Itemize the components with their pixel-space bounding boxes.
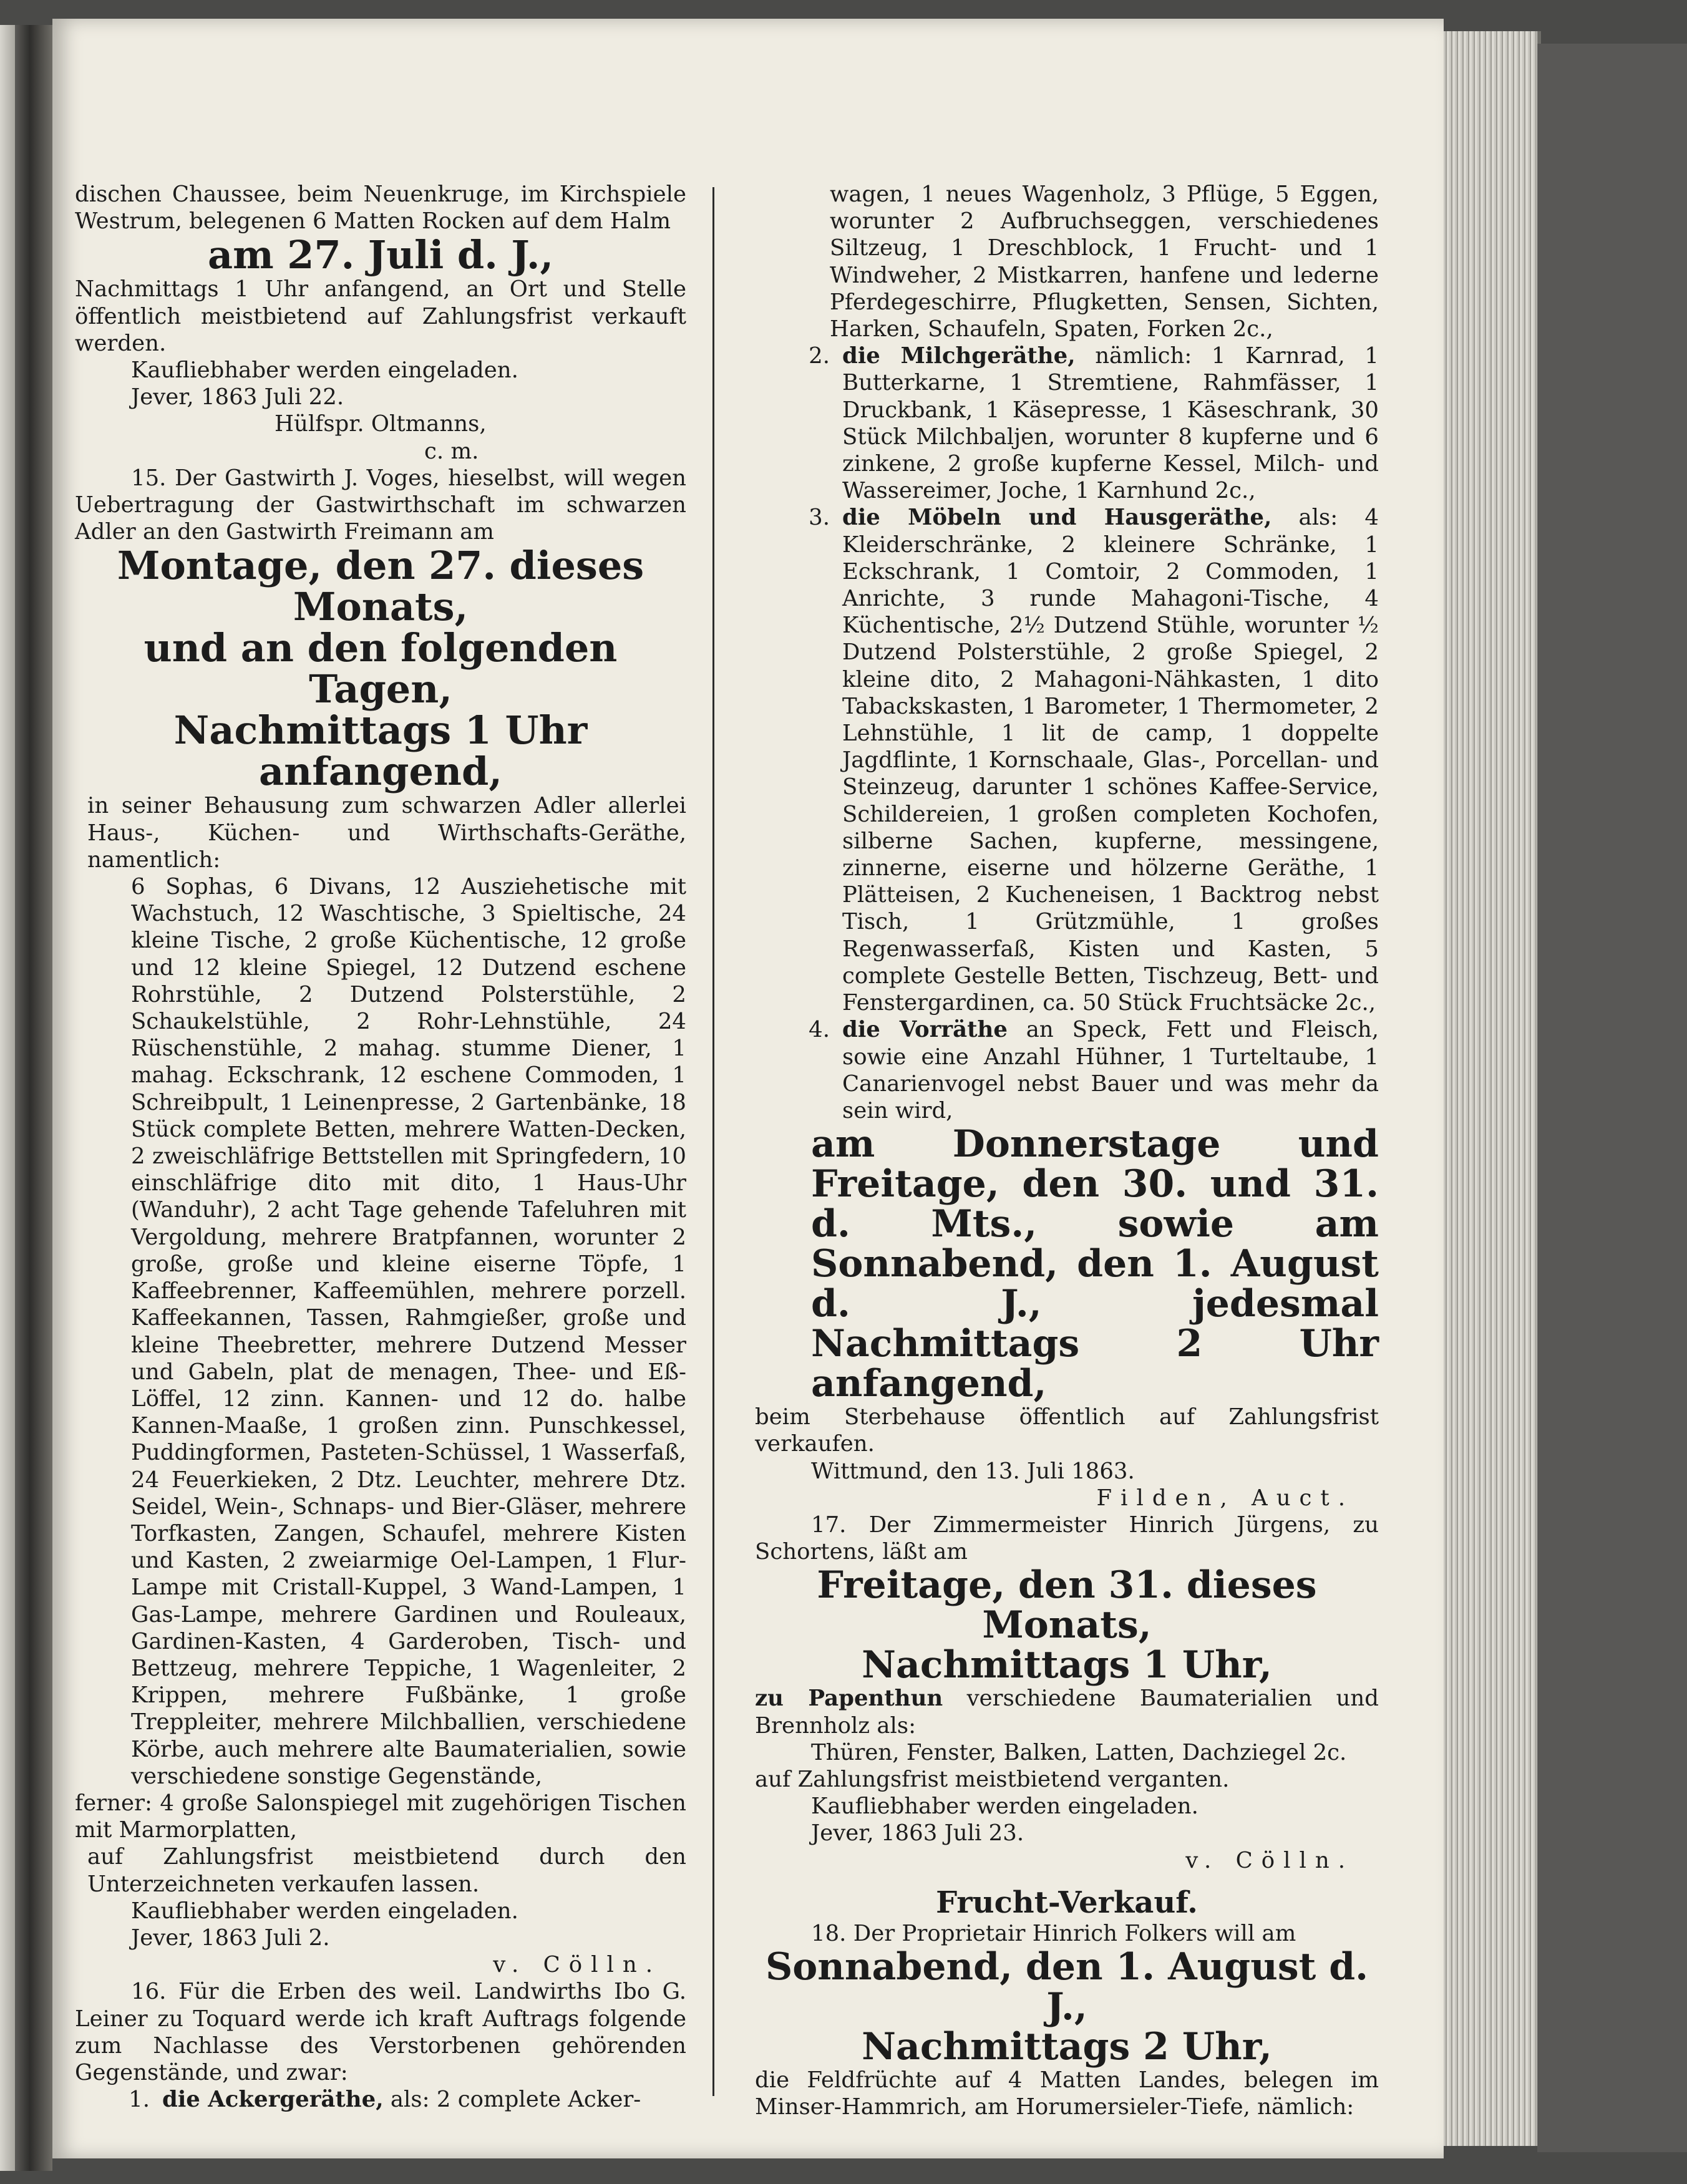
notice-14-invite: Kaufliebhaber werden eingeladen. [131,357,518,384]
item-number: 4. [809,1017,830,1043]
notice-16-item-1 [75,2086,686,2113]
notice-15-body: in seiner Behausung zum schwarzen Adler allerlei Haus-, Küchen- und Wirthschafts-Geräthe, namentlich: [87,793,686,873]
notice-16-signature: Filden, Auct. [1096,1485,1354,1511]
notice-15-body2: auf Zahlungsfrist meistbietend durch den Unterzeichneten verkaufen lassen. [87,1844,686,1897]
notice-16-item-2 [755,342,1379,504]
notice-17-signature: v. Cölln. [1185,1847,1354,1873]
notice-17-invite: Kaufliebhaber werden eingeladen. [811,1793,1198,1820]
notice-18-date-line2: Nachmittags 2 Uhr, [862,2024,1272,2069]
notice-16-dates: am Donnerstage und Freitage, den 30. und 31. d. Mts., sowie am Sonnabend, den 1. August d. J., jedesmal Nachmittags 2 Uhr anfangend, [811,1122,1379,1406]
notice-15-intro: 15. Der Gastwirth J. Voges, hieselbst, will wegen Uebertragung der Gastwirthschaft im schwarzen Adler an den Gastwirth Freimann am [75,465,686,545]
item-text: als: 2 complete Acker- [390,2087,641,2113]
notice-15-date-line3: Nachmittags 1 Uhr anfangend, [173,707,588,795]
notice-15-place: Jever, 1863 Juli 2. [131,1924,330,1951]
item-heading: die Milchgeräthe, [842,343,1076,369]
notice-17-location: zu Papenthun [755,1686,943,1712]
notice-17-body: verschiedene Baumaterialien und Brennholz als: [755,1686,1379,1739]
notice-15-item-list: 6 Sophas, 6 Divans, 12 Ausziehetische mit Wachstuch, 12 Waschtische, 3 Spieltische, 24 kleine Tische, 2 große Küchentische, 12 große und 12 kleine Spiegel, 12 Dutzend eschene Rohrstühle, 2 Dutzend Polsterstühle, 2 Schaukelstühle, 2 Rohr-Lehnstühle, 24 Rüschenstühle, 2 mahag. stumme Diener, 1 mahag. Eckschrank, 12 eschene Commoden, 1 Schreibpult, 1 Leinenpresse, 2 Gartenbänke, 18 Stück complete Betten, mehrere Watten-Decken, 2 zweischläfrige Bettstellen mit Springfedern, 10 einschläfrige dito mit dito, 1 Haus-Uhr (Wanduhr), 2 acht Tage gehende Tafeluhren mit Vergoldung, mehrere Bratpfannen, worunter 2 große, große und kleine eiserne Töpfe, 1 Kaffeebrenner, Kaffeemühlen, mehrere porzell. Kaffeekannen, Tassen, Rahmgießer, große und kleine Theebretter, mehrere Dutzend Messer und Gabeln, plat de menagen, Thee- und Eß-Löffel, 12 zinn. Kannen- und 12 do. halbe Kannen-Maaße, 1 großen zinn. Punschkessel, Puddingformen, Pasteten-Schüssel, 1 Wasserfaß, 24 Feuerkieken, 2 Dtz. Leuchter, mehrere Dtz. Seidel, Wein-, Schnaps- und Bier-Gläser, mehrere Torfkasten, Zangen, Schaufel, mehrere Kisten und Kasten, 2 zweiarmige Oel-Lampen, 1 Flur-Lampe mit Cristall-Kuppel, 3 Wand-Lampen, 1 Gas-Lampe, mehrere Gardinen und Rouleaux, Gardinen-Kasten, 4 Garderoben, Tisch- und Bettzeug, mehrere Teppiche, 1 Wagenleiter, 2 Krippen, mehrere Fußbänke, 1 große Treppleiter, mehrere Milchballien, verschiedene Körbe, auch mehrere alte Baumaterialien, sowie verschiedene sonstige Gegenstände, [131,874,686,1789]
item-text: an Speck, Fett und Fleisch, sowie eine Anzahl Hühner, 1 Turteltaube, 1 Canarienvogel nebst Bauer und was mehr da sein wird, [842,1017,1379,1124]
item-number: 2. [809,343,830,369]
notice-17-item-list: Thüren, Fenster, Balken, Latten, Dachziegel 2c. [811,1739,1347,1765]
notice-15-date-line2: und an den folgenden Tagen, [143,625,618,712]
book-binding [15,25,52,2171]
notice-14-signature-note: c. m. [424,438,479,464]
notice-16-item-3 [755,504,1379,1016]
column-divider [712,187,714,2096]
book-cover [1537,44,1687,2152]
notice-17-date-line1: Freitage, den 31. dieses Monats, [817,1563,1317,1648]
notice-14-body: Nachmittags 1 Uhr anfangend, an Ort und Stelle öffentlich meistbietend auf Zahlungsfrist verkauft werden. [75,276,686,356]
left-column [75,181,686,2113]
notice-14-place: Jever, 1863 Juli 22. [131,384,344,410]
notice-17-date-line2: Nachmittags 1 Uhr, [862,1643,1272,1687]
notice-15-date-line1: Montage, den 27. dieses Monats, [117,543,644,630]
item-heading: die Möbeln und Hausgeräthe, [842,505,1272,531]
notice-17-place: Jever, 1863 Juli 23. [811,1820,1024,1847]
notice-16-place: Wittmund, den 13. Juli 1863. [811,1458,1135,1484]
notice-15-invite: Kaufliebhaber werden eingeladen. [131,1898,518,1924]
item-heading: die Vorräthe [842,1017,1008,1043]
notice-16-body: beim Sterbehause öffentlich auf Zahlungsfrist verkaufen. [755,1404,1379,1457]
previous-page-edge [0,25,15,2171]
notice-15-signature: v. Cölln. [493,1952,661,1978]
notice-16-intro: 16. Für die Erben des weil. Landwirths Ibo G. Leiner zu Toquard werde ich kraft Auftrags folgende zum Nachlasse des Verstorbenen gehörenden Gegenstände, und zwar: [75,1979,686,2085]
item-number: 1. [129,2087,150,2113]
notice-18-body: die Feldfrüchte auf 4 Matten Landes, belegen im Minser-Hammrich, am Horumersieler-Tiefe, nämlich: [755,2067,1379,2120]
item-number: 3. [809,505,830,531]
item-heading: die Ackergeräthe, [162,2087,384,2113]
page-stack-edge [1444,31,1541,2146]
notice-16-item-4 [755,1016,1379,1124]
notice-17-intro: 17. Der Zimmermeister Hinrich Jürgens, zu Schortens, läßt am [755,1512,1379,1565]
notice-17-body2: auf Zahlungsfrist meistbietend verganten. [755,1766,1230,1792]
notice-14-text: dischen Chaussee, beim Neuenkruge, im Kirchspiele Westrum, belegenen 6 Matten Rocken auf dem Halm [75,182,686,235]
section-heading: Frucht-Verkauf. [936,1885,1198,1920]
notice-14-signature: Hülfspr. Oltmanns, [275,411,487,437]
item-text: als: 4 Kleiderschränke, 2 kleinere Schränke, 1 Eckschrank, 1 Comtoir, 2 Commoden, 1 Anrichte, 3 runde Mahagoni-Tische, 4 Küchentische, 2½ Dutzend Stühle, worunter ½ Dutzend Polsterstühle, 2 große Spiegel, 2 kleine dito, 2 Mahagoni-Nähkasten, 1 dito Tabackskasten, 1 Barometer, 1 Thermometer, 2 Lehnstühle, 1 lit de camp, 1 doppelte Jagdflinte, 1 Kornschaale, Glas-, Porcellan- und Steinzeug, darunter 1 schönes Kaffee-Service, Schildereien, 1 großen completen Kochofen, silberne Sachen, kupferne, messingene, zinnerne, eiserne und hölzerne Geräthe, 1 Plätteisen, 2 Kucheneisen, 1 Backtrog nebst Tisch, 1 Grützmühle, 1 großes Regenwasserfaß, Kisten und Kasten, 5 complete Gestelle Betten, Tischzeug, Bett- und Fenstergardinen, ca. 50 Stück Fruchtsäcke 2c., [842,505,1379,1016]
notice-18-date-line1: Sonnabend, den 1. August d. J., [765,1944,1369,2029]
notice-14-date: am 27. Juli d. J., [207,232,554,278]
item-text: nämlich: 1 Karnrad, 1 Butterkarne, 1 Stremtiene, Rahmfässer, 1 Druckbank, 1 Käsepresse, 1 Käseschrank, 30 Stück Milchbaljen, worunter 8 kupferne und 6 zinkene, 2 große kupferne Kessel, Milch- und Wassereimer, Joche, 1 Karnhund 2c., [842,343,1379,504]
right-column [755,181,1379,2120]
notice-15-ferner: ferner: 4 große Salonspiegel mit zugehörigen Tischen mit Marmorplatten, [75,1790,686,1843]
notice-16-item-1-continued: wagen, 1 neues Wagenholz, 3 Pflüge, 5 Eggen, worunter 2 Aufbruchseggen, verschiedenes Siltzeug, 1 Dreschblock, 1 Frucht- und 1 Windweher, 2 Mistkarren, hanfene und lederne Pferdegeschirre, Pflugketten, Sensen, Sichten, Harken, Schaufeln, Spaten, Forken 2c., [830,182,1379,342]
notice-18-intro: 18. Der Proprietair Hinrich Folkers will am [811,1920,1296,1946]
